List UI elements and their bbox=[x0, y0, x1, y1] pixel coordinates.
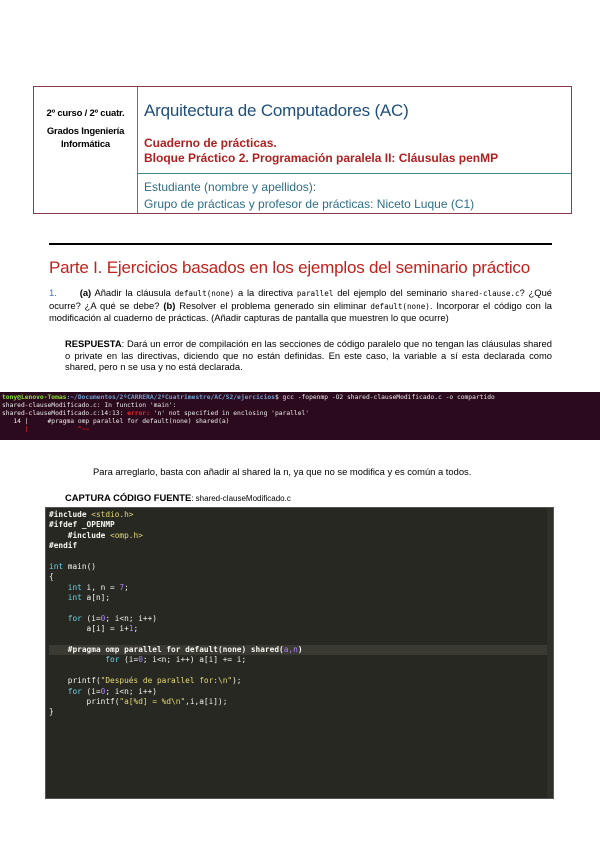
exercise-text: Resolver el problema generado sin eliminar bbox=[175, 299, 371, 311]
terminal-line: 14 | #pragma omp parallel for default(none) shared(a) bbox=[2, 418, 230, 425]
code-line bbox=[49, 614, 553, 624]
code-line bbox=[49, 687, 553, 697]
header-divider bbox=[138, 173, 571, 174]
inline-code: default(none) bbox=[370, 301, 430, 311]
code-line: #endif bbox=[49, 541, 78, 551]
code-line: #ifdef _OPENMP bbox=[49, 520, 115, 530]
code-line bbox=[49, 562, 553, 572]
terminal-text: shared-clauseModificado.c:14:13: bbox=[2, 410, 128, 417]
code-line bbox=[49, 604, 553, 614]
code-editor-screenshot bbox=[45, 507, 554, 799]
terminal-line: shared-clauseModificado.c: In function 'main': bbox=[2, 402, 177, 409]
exercise-text: del ejemplo del seminario bbox=[333, 287, 451, 298]
code-token: "Después de parallel for:\n" bbox=[100, 676, 233, 686]
exercise-text: ? ¿Qué ocurre? ¿A qué se debe? bbox=[49, 287, 553, 311]
code-line bbox=[49, 531, 553, 541]
code-token: ); bbox=[232, 676, 242, 686]
code-line bbox=[49, 697, 553, 707]
code-line bbox=[49, 552, 553, 562]
code-token: #include bbox=[49, 530, 111, 540]
code-line bbox=[49, 635, 553, 645]
header-course-info bbox=[34, 87, 138, 213]
notebook-line: Cuaderno de prácticas. bbox=[144, 136, 277, 150]
capture-label-title: CAPTURA CÓDIGO FUENTE bbox=[65, 492, 192, 503]
inline-code: parallel bbox=[296, 289, 334, 298]
header-box bbox=[33, 86, 572, 214]
code-token: #pragma omp parallel for default(none) shared( bbox=[49, 645, 284, 655]
code-token: a[i] = i+ bbox=[49, 624, 129, 634]
group-line: Grupo de prácticas y profesor de prácticas: Niceto Luque (C1) bbox=[144, 197, 475, 211]
exercise-text: Añadir la cláusula bbox=[91, 287, 175, 298]
capture-filename: : shared-clauseModificado.c bbox=[191, 494, 291, 503]
fix-text: Para arreglarlo, basta con añadir al shared la n, ya que no se modifica y es común a todos. bbox=[93, 466, 472, 477]
capture-label bbox=[65, 492, 291, 503]
part-b-label: (b) bbox=[163, 299, 176, 311]
exercise-text: a la directiva bbox=[234, 287, 297, 298]
student-line: Estudiante (nombre y apellidos): bbox=[144, 180, 317, 194]
terminal-path: :~/Documentos/2ºCARRERA/2ºCuatrimestre/AC/S2/ejercicios bbox=[66, 394, 275, 401]
code-token: <omp.h> bbox=[110, 530, 143, 540]
terminal-screenshot bbox=[0, 392, 600, 440]
code-line bbox=[49, 583, 553, 593]
code-token: ; i<n; i++) bbox=[105, 613, 157, 623]
code-line bbox=[49, 593, 553, 603]
exercise-statement bbox=[49, 287, 552, 324]
terminal-command: $ gcc -fopenmp -O2 shared-clauseModificado.c -o compartido bbox=[274, 394, 495, 401]
code-token: (i= bbox=[81, 613, 101, 623]
exercise-text: . Incorporar el código con la modificación al cuaderno de prácticas. (Añadir capturas de pantalla que muestren lo que ocurre) bbox=[49, 299, 552, 324]
code-token: printf( bbox=[49, 697, 120, 707]
code-line bbox=[49, 624, 553, 634]
terminal-line: | ^~~ bbox=[2, 426, 90, 433]
code-line bbox=[49, 510, 553, 520]
code-token: "a[%d] = %d\n" bbox=[119, 697, 186, 707]
degree-line-2: Informática bbox=[60, 139, 110, 150]
block-line: Bloque Práctico 2. Programación paralela II: Cláusulas penMP bbox=[144, 151, 499, 165]
code-token: for bbox=[49, 655, 120, 665]
editor-scrollbar bbox=[547, 508, 553, 798]
code-token: printf( bbox=[49, 676, 101, 686]
terminal-text: 'n' not specified in enclosing 'parallel' bbox=[153, 410, 310, 417]
code-token: <stdio.h> bbox=[91, 510, 134, 519]
degree-line-1: Grados Ingeniería bbox=[46, 126, 125, 137]
inline-code: shared-clause.c bbox=[450, 289, 520, 298]
code-token: ; bbox=[133, 624, 139, 634]
code-line: { bbox=[49, 572, 54, 582]
code-token: ,i,a[i]); bbox=[185, 697, 228, 707]
section-rule bbox=[49, 243, 552, 245]
code-token: 1 bbox=[128, 624, 134, 634]
code-token: main() bbox=[63, 561, 96, 571]
code-token: 0 bbox=[138, 655, 143, 665]
code-token: (i= bbox=[119, 655, 139, 665]
code-token: a[n]; bbox=[81, 593, 111, 603]
terminal-command-line bbox=[2, 394, 600, 402]
answer-label: RESPUESTA bbox=[65, 338, 122, 349]
code-token: ; i<n; i++) a[i] += i; bbox=[142, 655, 247, 665]
terminal-user: tony@Lenovo-Tomas bbox=[2, 394, 67, 401]
inline-code: default(none) bbox=[174, 289, 235, 298]
code-line bbox=[49, 666, 553, 676]
terminal-error-line bbox=[2, 410, 600, 418]
code-token: int bbox=[49, 561, 64, 571]
code-line-highlighted bbox=[49, 645, 553, 655]
code-token: #include bbox=[49, 510, 92, 519]
code-token: ) bbox=[297, 645, 303, 655]
course-title: Arquitectura de Computadores (AC) bbox=[144, 101, 409, 120]
code-token: 0 bbox=[100, 686, 106, 696]
code-line bbox=[49, 655, 553, 665]
code-token: a,n bbox=[283, 645, 298, 655]
code-line: } bbox=[49, 707, 54, 717]
section-title: Parte I. Ejercicios basados en los ejemplos del seminario práctico bbox=[49, 258, 530, 277]
answer-text: : Dará un error de compilación en las secciones de código paralelo que no tengan las cláusulas shared o private en las directivas, diciendo que no están definidas. En este caso, la variable a sí esta declarada como shared, pero n se usa y no está declarada. bbox=[65, 338, 552, 373]
code-token: int bbox=[49, 582, 82, 592]
answer-paragraph bbox=[65, 338, 552, 373]
terminal-error-label: error: bbox=[127, 410, 154, 417]
part-a-label: (a) bbox=[79, 287, 92, 298]
code-token: 0 bbox=[100, 613, 106, 623]
code-token: i, n = bbox=[81, 582, 120, 592]
code-token: (i= bbox=[81, 686, 101, 696]
code-token: int bbox=[49, 593, 82, 603]
code-line bbox=[49, 676, 553, 686]
code-token: ; bbox=[124, 582, 129, 592]
code-token: ; i<n; i++) bbox=[105, 686, 157, 696]
exercise-number: 1. bbox=[49, 287, 57, 298]
code-token: 7 bbox=[119, 582, 125, 592]
code-token: for bbox=[49, 613, 82, 623]
course-year: 2º curso / 2º cuatr. bbox=[46, 108, 125, 119]
code-token: for bbox=[49, 686, 82, 696]
